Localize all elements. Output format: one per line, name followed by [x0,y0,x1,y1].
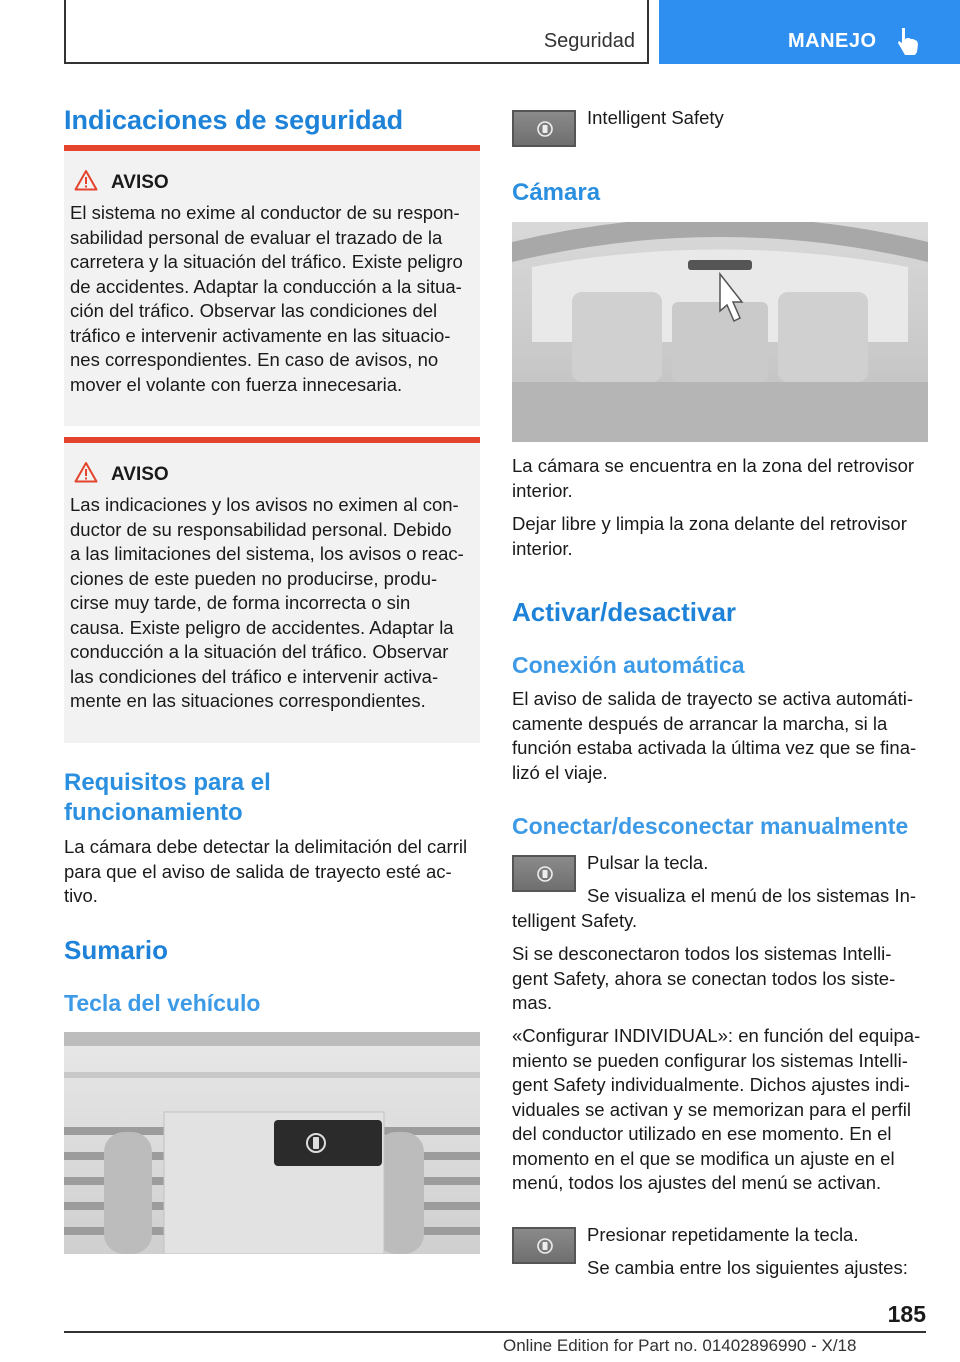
toggle-settings-text: Se cambia entre los siguientes ajustes: [587,1257,908,1278]
warning-title: AVISO [111,172,169,193]
text-line: tráfico e intervenir activamente en las situacio- [70,324,451,346]
text-line: mover el volante con fuerza innecesaria. [70,373,403,395]
text-line: conducción a la situación del tráfico. Observar [70,641,449,662]
auto-connection-heading: Conexión automática [512,652,745,678]
text-line: El aviso de salida de trayecto se activa automáti- [512,688,914,709]
text-line: ciones de este pueden no producirse, produ- [70,567,438,589]
text-line: tivo. [64,885,98,906]
text-line: del conductor utilizado en ese momento. En el [512,1123,892,1144]
menu-text-line2: telligent Safety. [512,910,638,931]
text-line: de accidentes. Adaptar la conducción a la situa- [70,275,462,297]
warning-title: AVISO [111,464,169,485]
intelligent-safety-key-icon [512,110,576,147]
configure-text [512,1024,932,1196]
text-line: Si se desconectaron todos los sistemas Intelli- [512,943,892,964]
text-line: mente en las situaciones correspondientes. [70,690,426,711]
disconnected-text [512,942,932,1016]
warning-text [70,493,476,714]
warning-box-1 [64,145,480,426]
text-line: interior. [512,537,573,559]
header-section-box [64,0,649,64]
text-line: ductor de su responsabilidad personal. Debido [70,518,452,540]
camera-heading: Cámara [512,179,601,206]
camera-location-text [512,454,932,503]
edition-footer: Online Edition for Part no. 01402896990 - X/18 [503,1336,857,1355]
requirements-heading [64,768,271,828]
text-line: cirse muy tarde, de forma incorrecta o sin [70,592,411,613]
requirements-text [64,835,484,909]
warning-triangle-icon [74,169,98,191]
warning-triangle-icon [74,461,98,483]
menu-text-line1: Se visualiza el menú de los sistemas In- [587,885,917,906]
manual-heading: Conectar/desconectar manualmente [512,813,909,839]
text-line: sabilidad personal de evaluar el trazado de la [70,226,443,248]
text-line: «Configurar INDIVIDUAL»: en función del equipa- [512,1025,921,1046]
text-line: viduales se activan y se memorizan para el perfil [512,1098,911,1120]
page-number: 185 [887,1301,926,1327]
page-title: Indicaciones de seguridad [64,105,404,135]
intelligent-safety-key-icon [512,855,576,892]
press-repeat-text: Presionar repetidamente la tecla. [587,1224,859,1245]
text-line: El sistema no exime al conductor de su respon- [70,202,460,223]
camera-clean-text [512,512,932,561]
text-line: nes correspondientes. En caso de avisos, no [70,349,439,370]
auto-connection-text [512,687,932,785]
key-heading: Tecla del vehículo [64,990,261,1016]
text-line: lizó el viaje. [512,761,608,783]
text-line: menú, todos los ajustes del menú se activan. [512,1172,882,1193]
press-key-text: Pulsar la tecla. [587,852,709,873]
text-line: La cámara debe detectar la delimitación del carril [64,836,468,857]
chapter-title: MANEJO [788,30,877,52]
text-line: miento se pueden configurar los sistemas Intelli- [512,1049,908,1071]
heading-line: funcionamiento [64,799,243,826]
text-line: ción del tráfico. Observar las condiciones del [70,300,438,321]
text-line: gent Safety, ahora se conectan todos los siste- [512,967,896,989]
text-line: camente después de arrancar la marcha, si la [512,712,888,734]
text-line: Las indicaciones y los avisos no eximen al con- [70,494,459,515]
text-line: La cámara se encuentra en la zona del retrovisor [512,455,915,476]
section-title: Seguridad [543,30,635,52]
heading-line: Requisitos para el [64,769,271,796]
warning-text [70,201,476,397]
footer-divider [64,1331,926,1333]
text-line: para que el aviso de salida de trayecto esté ac- [64,860,452,882]
text-line: carretera y la situación del tráfico. Existe peligro [70,251,463,272]
text-line: las condiciones del tráfico e intervenir activa- [70,665,439,687]
text-line: interior. [512,479,573,501]
pointing-hand-icon [897,26,921,56]
summary-heading: Sumario [64,935,169,965]
vehicle-key-photo [64,1032,480,1254]
text-line: función estaba activada la última vez que se fina- [512,737,917,758]
intelligent-safety-label: Intelligent Safety [587,107,724,128]
warning-box-2 [64,437,480,743]
text-line: mas. [512,992,553,1013]
camera-location-photo [512,222,928,442]
header-chapter-tab [659,0,960,64]
text-line: momento en el que se modifica un ajuste en el [512,1147,895,1169]
text-line: causa. Existe peligro de accidentes. Adaptar la [70,616,454,638]
activate-heading: Activar/desactivar [512,597,737,627]
text-line: a las limitaciones del sistema, los avisos o reac- [70,543,464,564]
text-line: Dejar libre y limpia la zona delante del retrovisor [512,513,907,534]
text-line: gent Safety individualmente. Dichos ajustes indi- [512,1074,910,1095]
intelligent-safety-key-icon [512,1227,576,1264]
